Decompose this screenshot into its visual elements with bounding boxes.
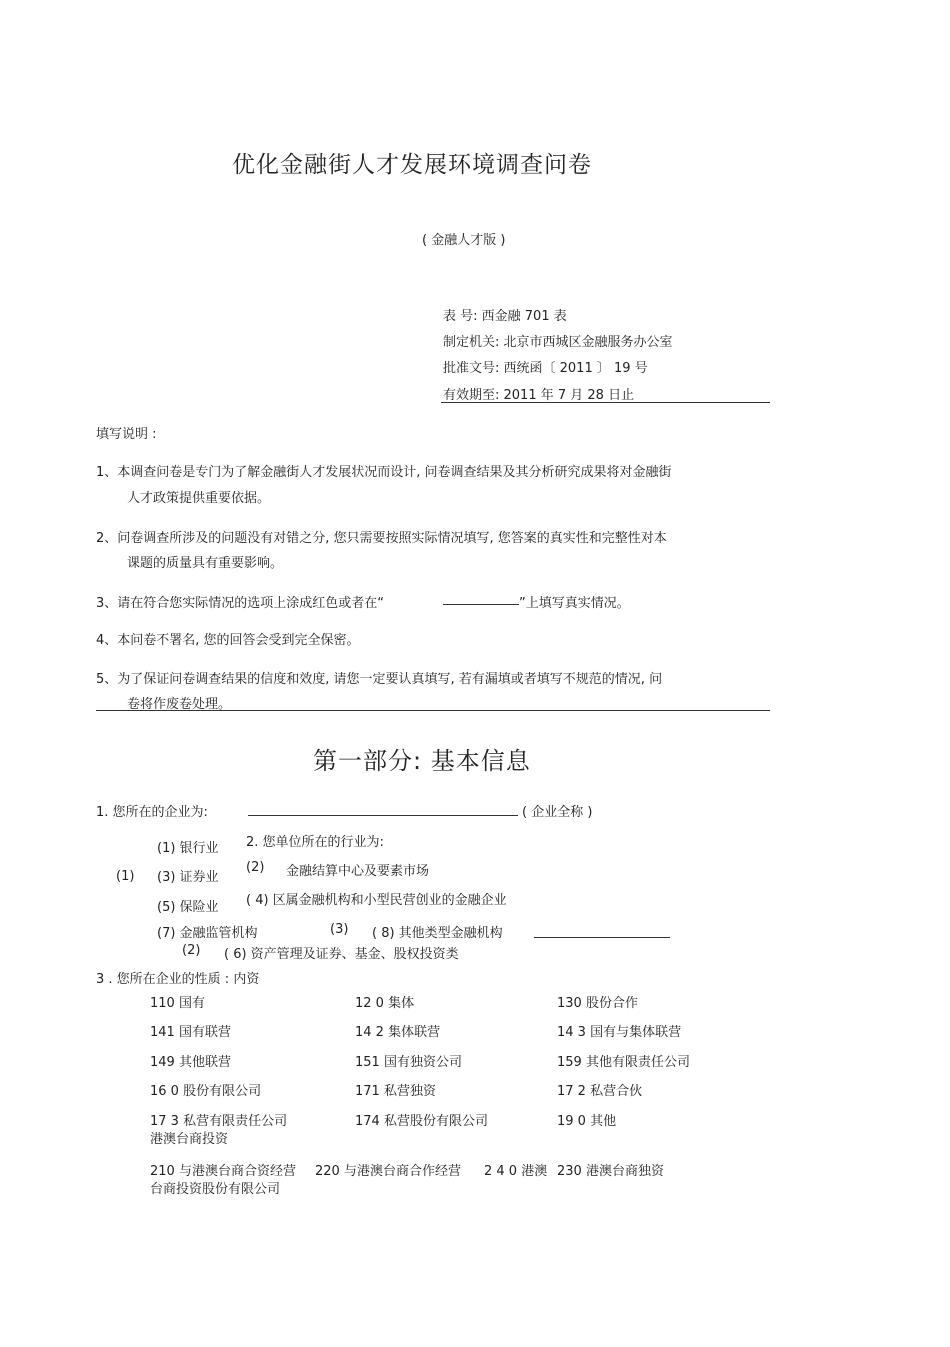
option-insurance[interactable]: (5) 保险业 <box>157 900 219 915</box>
page-title: 优化金融街人才发展环境调查问卷 <box>232 152 592 178</box>
option-district-institutions[interactable]: ( 4) 区属金融机构和小型民营创业的金融企业 <box>246 893 507 908</box>
option-regulator[interactable]: (7) 金融监管机构 <box>157 926 258 941</box>
instruction-2-line1: 2、问卷调查所涉及的问题没有对错之分, 您只需要按照实际情况填写, 您答案的真实性和完整性对本 <box>96 531 667 546</box>
section-heading: 第一部分: 基本信息 <box>313 747 531 775</box>
question-1-suffix: ( 企业全称 ) <box>522 805 593 820</box>
instruction-3-line1-end: ”上填写真实情况。 <box>519 596 630 611</box>
q3-option[interactable]: 16 0 股份有限公司 <box>150 1084 262 1099</box>
instruction-3-line1: 3、请在符合您实际情况的选项上涂成红色或者在“ <box>96 596 385 611</box>
q3-hk-option-continued: 台商投资股份有限公司 <box>150 1182 281 1197</box>
q3-hk-option[interactable]: 230 港澳台商独资 <box>557 1164 664 1179</box>
instruction-5-line2: 卷将作废卷处理。 <box>127 697 232 712</box>
issuing-agency: 制定机关: 北京市西城区金融服务办公室 <box>443 335 673 350</box>
other-institution-field[interactable] <box>534 923 670 938</box>
option-3-number[interactable]: (3) <box>330 922 349 937</box>
option-2-number[interactable]: (2) <box>246 860 265 875</box>
question-3-label: 3 . 您所在企业的性质 : 内资 <box>96 972 260 987</box>
instruction-5-line1: 5、为了保证问卷调查结果的信度和效度, 请您一定要认真填写, 若有漏填或者填写不规范的情况, 问 <box>96 672 663 687</box>
q3-option[interactable]: 12 0 集体 <box>355 996 415 1011</box>
q3-hk-option[interactable]: 220 与港澳台商合作经营 <box>315 1164 461 1179</box>
question-2-label: 2. 您单位所在的行业为: <box>246 835 384 850</box>
instruction-3-blank <box>443 590 519 605</box>
option-securities[interactable]: (3) 证券业 <box>157 870 219 885</box>
q3-option[interactable]: 149 其他联营 <box>150 1055 231 1070</box>
q3-hk-option[interactable]: 2 4 0 港澳 <box>484 1164 548 1179</box>
instruction-2-line2: 课题的质量具有重要影响。 <box>127 556 284 571</box>
valid-until: 有效期至: 2011 年 7 月 28 日止 <box>443 388 635 403</box>
page-subtitle: ( 金融人才版 ) <box>422 233 506 248</box>
option-bank[interactable]: (1) 银行业 <box>157 841 219 856</box>
q3-hk-option[interactable]: 210 与港澳台商合资经营 <box>150 1164 296 1179</box>
option-group-marker: (1) <box>116 869 135 884</box>
q3-option[interactable]: 110 国有 <box>150 996 205 1011</box>
q3-option[interactable]: 130 股份合作 <box>557 996 638 1011</box>
option-asset-management[interactable]: ( 6) 资产管理及证券、基金、股权投资类 <box>224 947 459 962</box>
instructions-divider <box>96 710 770 711</box>
instruction-1-line1: 1、本调查问卷是专门为了解金融街人才发展状况而设计, 问卷调查结果及其分析研究成果将对金融街 <box>96 465 672 480</box>
company-name-field[interactable] <box>248 801 518 816</box>
option-settlement-center[interactable]: 金融结算中心及要素市场 <box>286 864 430 879</box>
table-number: 表 号: 西金融 701 表 <box>443 309 567 324</box>
q3-option[interactable]: 14 3 国有与集体联营 <box>557 1025 682 1040</box>
meta-divider <box>441 402 770 403</box>
instructions-heading: 填写说明 : <box>96 427 157 442</box>
approval-number: 批准文号: 西统函〔 2011 〕 19 号 <box>443 361 648 376</box>
q3-option[interactable]: 171 私营独资 <box>355 1084 436 1099</box>
q3-option[interactable]: 151 国有独资公司 <box>355 1055 462 1070</box>
question-1-label: 1. 您所在的企业为: <box>96 805 208 820</box>
instruction-1-line2: 人才政策提供重要依据。 <box>127 491 271 506</box>
q3-option[interactable]: 141 国有联营 <box>150 1025 231 1040</box>
q3-option[interactable]: 17 3 私营有限责任公司 <box>150 1114 288 1129</box>
q3-option[interactable]: 174 私营股份有限公司 <box>355 1114 488 1129</box>
instruction-4-line1: 4、本问卷不署名, 您的回答会受到完全保密。 <box>96 633 360 648</box>
q3-option[interactable]: 14 2 集体联营 <box>355 1025 441 1040</box>
option-other-institutions[interactable]: ( 8) 其他类型金融机构 <box>372 926 503 941</box>
q3-option[interactable]: 17 2 私营合伙 <box>557 1084 643 1099</box>
q3-option[interactable]: 159 其他有限责任公司 <box>557 1055 690 1070</box>
hk-investment-heading: 港澳台商投资 <box>150 1132 229 1147</box>
q3-option[interactable]: 19 0 其他 <box>557 1114 617 1129</box>
option-sub2-number[interactable]: (2) <box>182 943 201 958</box>
